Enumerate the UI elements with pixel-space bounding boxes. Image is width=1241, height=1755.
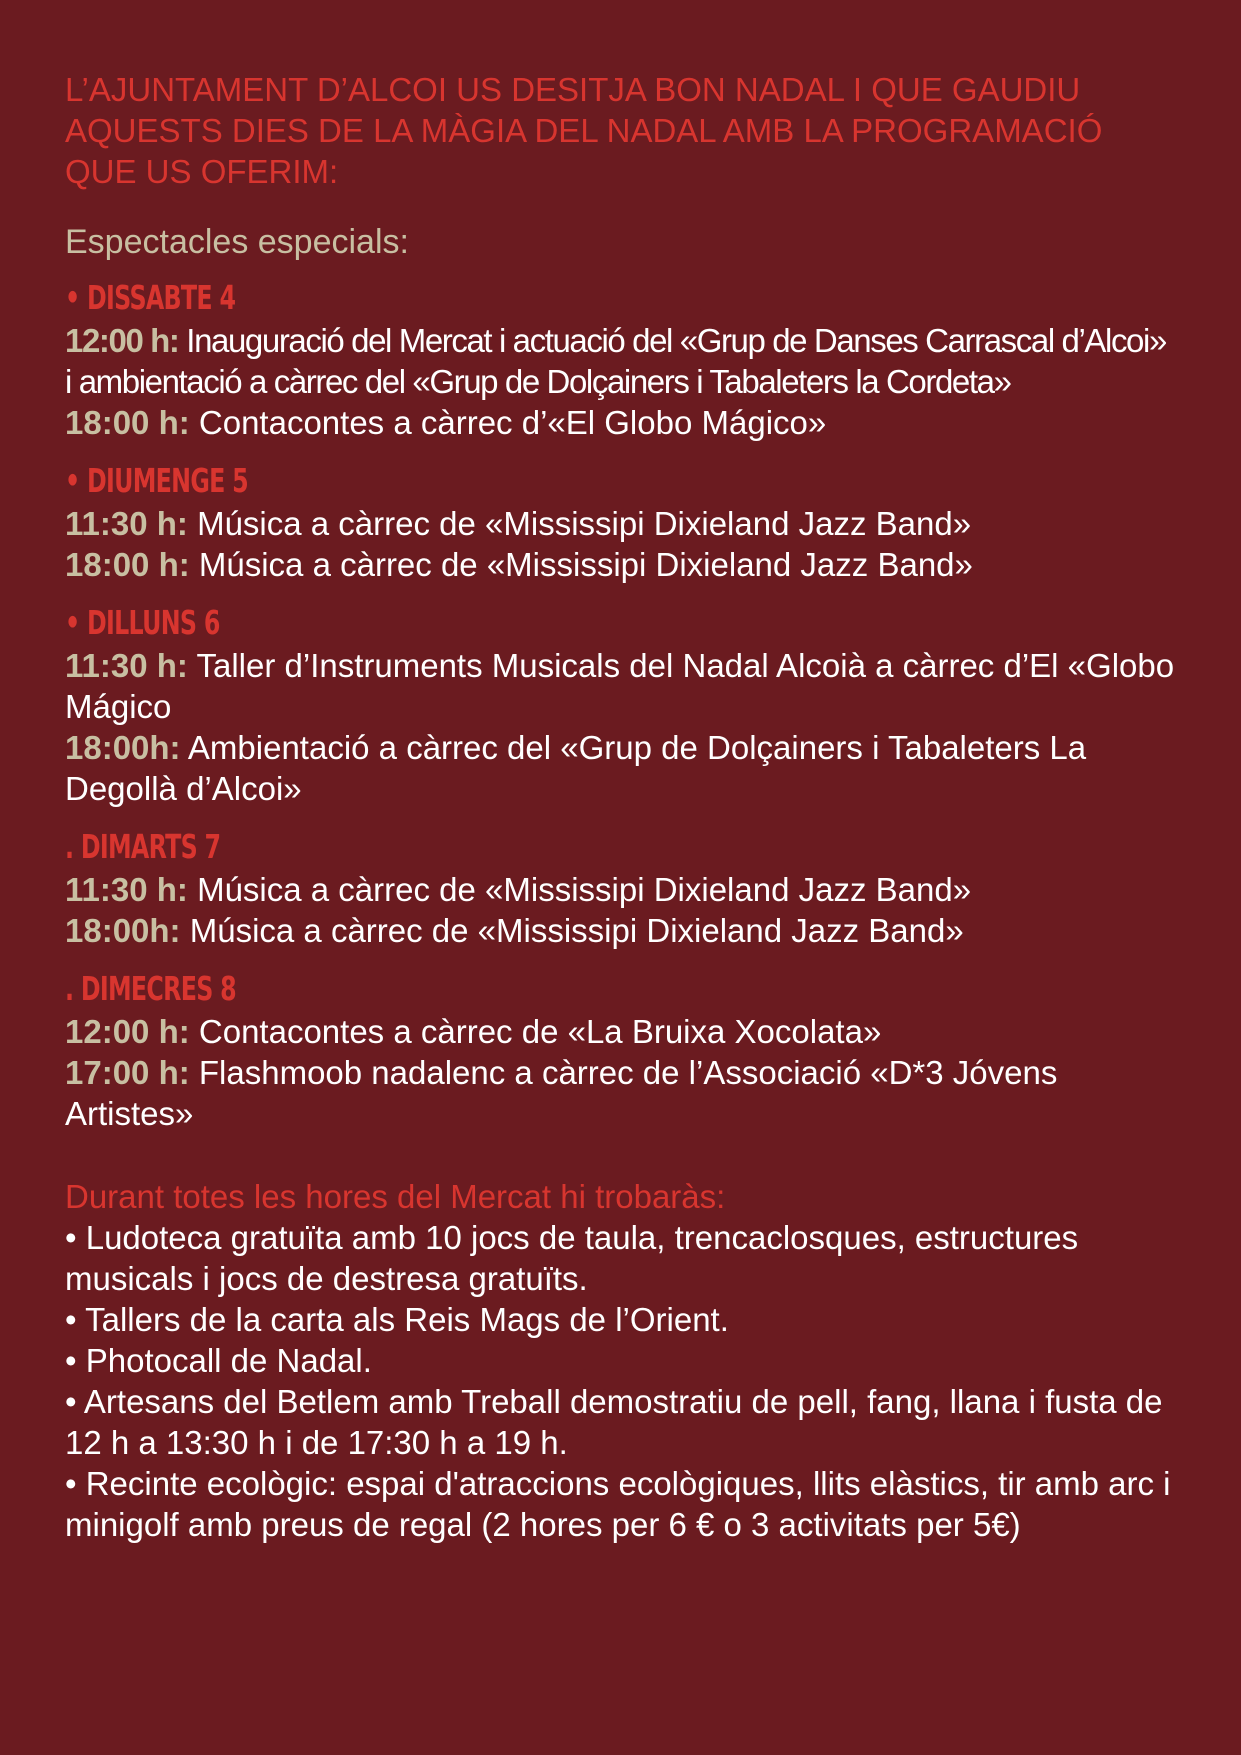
- event-item: [65, 402, 1177, 443]
- day-block: [65, 459, 1177, 585]
- event-text: Música a càrrec de «Mississipi Dixieland Jazz Band»: [187, 505, 972, 542]
- event-time: 18:00 h:: [65, 546, 190, 583]
- list-item: • Recinte ecològic: espai d'atraccions ecològiques, llits elàstics, tir amb arc i minigolf amb preus de regal (2 hores per 6 € o 3 activitats per 5€): [65, 1465, 1171, 1543]
- event-item: [65, 727, 1177, 809]
- day-block: [65, 825, 1177, 951]
- section-heading: Espectacles especials:: [65, 223, 409, 261]
- list-item: • Photocall de Nadal.: [65, 1342, 372, 1379]
- day-block: [65, 276, 1177, 443]
- event-text: Contacontes a càrrec de «La Bruixa Xocolata»: [189, 1013, 882, 1050]
- day-title: . DIMECRES 8: [65, 969, 236, 1008]
- intro-text: L’AJUNTAMENT D’ALCOI US DESITJA BON NADAL I QUE GAUDIU AQUESTS DIES DE LA MÀGIA DEL NADAL AMB LA PROGRAMACIÓ QUE US OFERIM:: [65, 71, 1103, 190]
- event-time: 17:00 h:: [65, 1054, 190, 1091]
- event-item: [65, 645, 1177, 727]
- event-text: Inauguració del Mercat i actuació del «Grup de Danses Carrascal d’Alcoi» i ambientació a càrrec del «Grup de Dolçainers i Tabaleters la Cordeta»: [65, 322, 1166, 400]
- always-available-list: [65, 1217, 1177, 1545]
- always-available-title: Durant totes les hores del Mercat hi trobaràs:: [65, 1178, 726, 1215]
- event-time: 12:00 h:: [65, 322, 179, 359]
- event-item: [65, 869, 1177, 910]
- list-item: • Ludoteca gratuïta amb 10 jocs de taula, trencaclosques, estructures musicals i jocs de destresa gratuïts.: [65, 1219, 1079, 1297]
- day-title: • DIUMENGE 5: [65, 461, 248, 500]
- event-item: [65, 320, 1177, 402]
- event-item: [65, 503, 1177, 544]
- list-item: • Artesans del Betlem amb Treball demostratiu de pell, fang, llana i fusta de 12 h a 13:30 h i de 17:30 h a 19 h.: [65, 1383, 1163, 1461]
- event-time: 11:30 h:: [65, 505, 188, 542]
- day-title: • DISSABTE 4: [65, 278, 236, 317]
- day-block: [65, 601, 1177, 809]
- event-item: [65, 544, 1177, 585]
- event-time: 18:00h:: [65, 729, 181, 766]
- event-text: Contacontes a càrrec d’«El Globo Mágico»: [189, 404, 827, 441]
- event-text: Ambientació a càrrec del «Grup de Dolçainers i Tabaleters La Degollà d’Alcoi»: [65, 729, 1087, 807]
- event-text: Flashmoob nadalenc a càrrec de l’Associació «D*3 Jóvens Artistes»: [65, 1054, 1058, 1132]
- event-text: Taller d’Instruments Musicals del Nadal Alcoià a càrrec d’El «Globo Mágico: [65, 647, 1175, 725]
- event-time: 18:00h:: [65, 912, 181, 949]
- day-title: . DIMARTS 7: [65, 827, 221, 866]
- event-text: Música a càrrec de «Mississipi Dixieland Jazz Band»: [180, 912, 964, 949]
- event-item: [65, 910, 1177, 951]
- day-block: [65, 967, 1177, 1134]
- event-time: 18:00 h:: [65, 404, 190, 441]
- day-title: • DILLUNS 6: [65, 603, 220, 642]
- list-item: • Tallers de la carta als Reis Mags de l’Orient.: [65, 1301, 729, 1338]
- days-list: [65, 276, 1177, 1134]
- event-item: [65, 1011, 1177, 1052]
- event-text: Música a càrrec de «Mississipi Dixieland Jazz Band»: [187, 871, 972, 908]
- event-text: Música a càrrec de «Mississipi Dixieland Jazz Band»: [189, 546, 973, 583]
- event-time: 11:30 h:: [65, 647, 188, 684]
- event-time: 12:00 h:: [65, 1013, 190, 1050]
- event-time: 11:30 h:: [65, 871, 188, 908]
- event-item: [65, 1052, 1177, 1134]
